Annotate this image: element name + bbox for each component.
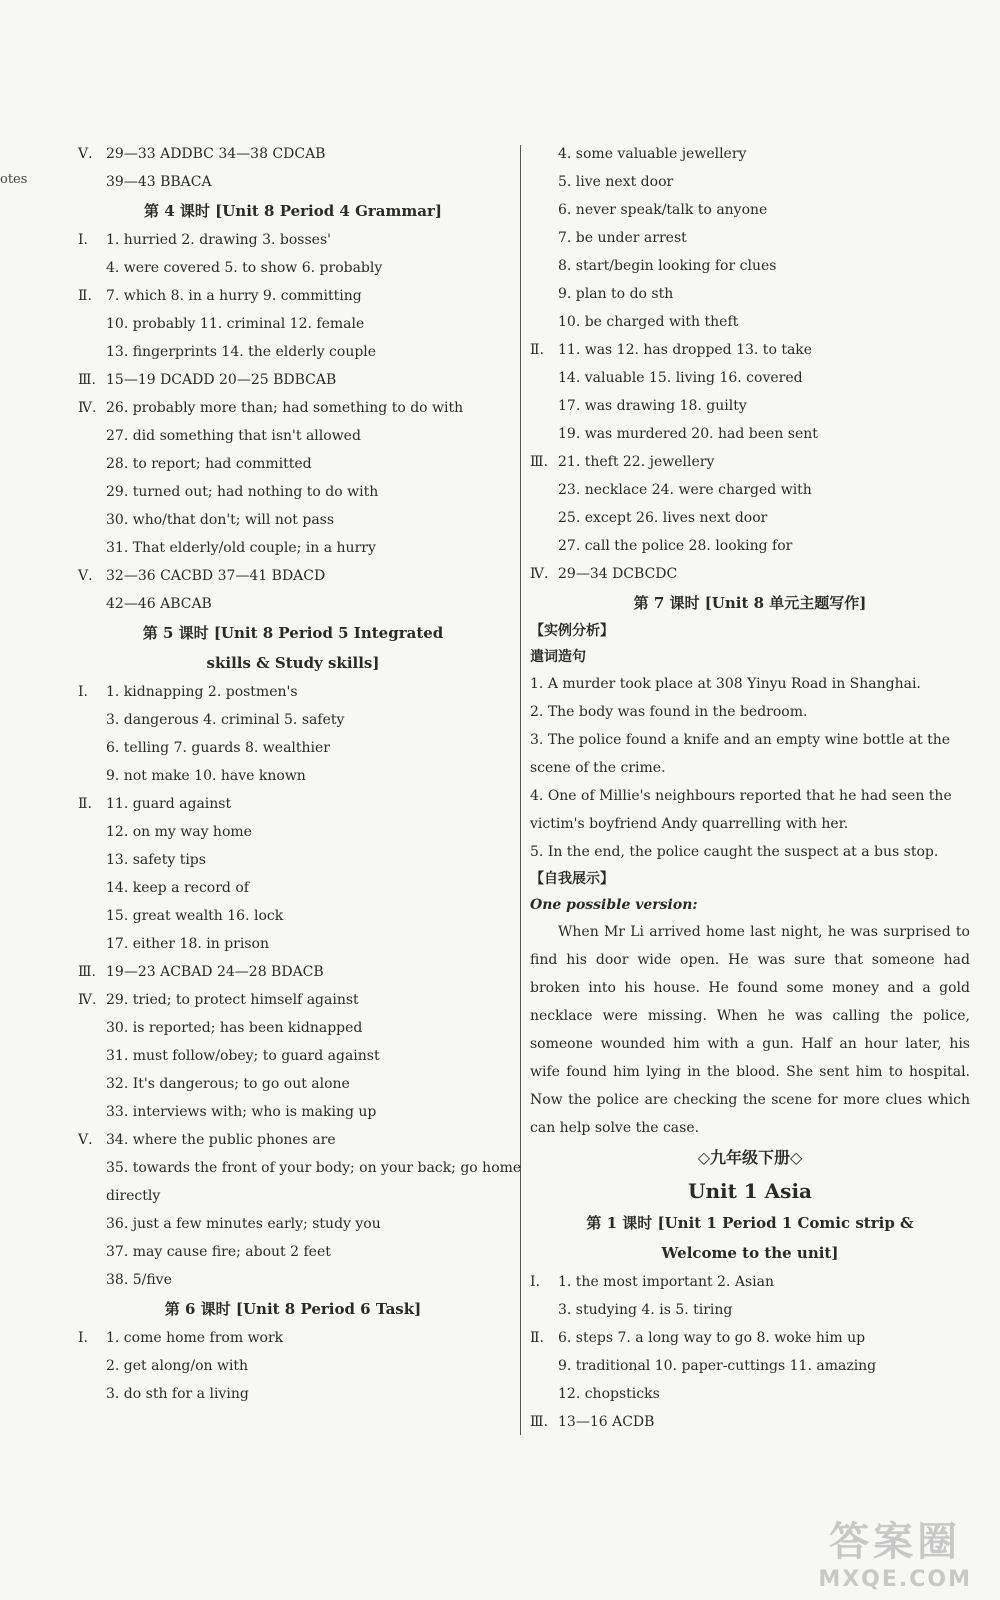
sentence-number: 2. [530,704,544,720]
answer-text: 42—46 ABCAB [106,596,212,612]
answer-line [78,1324,508,1352]
section-numeral: Ⅴ. [78,568,93,584]
answer-text: 1. the most important 2. Asian [558,1274,774,1290]
section-numeral: Ⅱ. [78,288,92,304]
answer-text: 36. just a few minutes early; study you [106,1216,381,1232]
answer-text: 28. to report; had committed [106,456,312,472]
sentence-text: The police found a knife and an empty wine bottle at the scene of the crime. [530,732,951,776]
sentence-text: A murder took place at 308 Yinyu Road in Shanghai. [547,676,921,692]
sentence-item [530,838,970,866]
answer-line [78,1266,508,1294]
margin-fragment: otes [0,172,28,187]
answer-line [78,1380,508,1408]
answer-text: 11. was 12. has dropped 13. to take [558,342,813,358]
watermark-top: 答案圈 [829,1519,962,1565]
answer-line [78,506,508,534]
answer-text: 5. live next door [558,174,674,190]
answer-text: 19—23 ACBAD 24—28 BDACB [106,964,324,980]
answer-text: 31. must follow/obey; to guard against [106,1048,380,1064]
section-numeral: Ⅴ. [78,146,93,162]
answer-text: 29—33 ADDBC 34—38 CDCAB [106,146,326,162]
sentence-number: 3. [530,732,544,748]
answer-text: 35. towards the front of your body; on your back; go home [106,1160,522,1176]
answer-text: 7. which 8. in a hurry 9. committing [106,288,362,304]
period-heading: 第 4 课时 [Unit 8 Period 4 Grammar] [144,202,442,220]
answer-text: 14. valuable 15. living 16. covered [558,370,803,386]
answer-text: 1. kidnapping 2. postmen's [106,684,298,700]
answer-line [530,168,970,196]
section-numeral: Ⅳ. [78,400,97,416]
answer-line [78,1098,508,1126]
answer-text: 31. That elderly/old couple; in a hurry [106,540,376,556]
sentence-number: 5. [530,844,544,860]
answer-text: 29. turned out; had nothing to do with [106,484,379,500]
section-numeral: Ⅰ. [530,1274,540,1290]
answer-text: 3. do sth for a living [106,1386,249,1402]
answer-text: 3. dangerous 4. criminal 5. safety [106,712,345,728]
answer-text: 12. chopsticks [558,1386,660,1402]
sentence-list [530,670,970,866]
answer-text: 37. may cause fire; about 2 feet [106,1244,331,1260]
answer-line [530,196,970,224]
answer-text: 4. were covered 5. to show 6. probably [106,260,383,276]
section-numeral: Ⅲ. [530,1414,548,1430]
answer-line [78,1352,508,1380]
sentence-text: The body was found in the bedroom. [547,704,808,720]
answer-line [78,1042,508,1070]
sentence-text: One of Millie's neighbours reported that he had seen the victim's boyfriend Andy quarrelling with her. [530,788,952,832]
sentence-number: 4. [530,788,544,804]
answer-text: 33. interviews with; who is making up [106,1104,377,1120]
answer-text: 32—36 CACBD 37—41 BDACD [106,568,326,584]
answer-text: 6. never speak/talk to anyone [558,202,768,218]
section-numeral: Ⅳ. [530,566,549,582]
answer-text: 32. It's dangerous; to go out alone [106,1076,350,1092]
answer-line [78,394,508,422]
answer-text: 17. was drawing 18. guilty [558,398,747,414]
period-heading: 第 6 课时 [Unit 8 Period 6 Task] [164,1300,422,1318]
section-numeral: Ⅰ. [78,232,88,248]
answer-line [78,168,508,196]
answer-line [78,986,508,1014]
answer-text: 30. is reported; has been kidnapped [106,1020,363,1036]
answer-text: 34. where the public phones are [106,1132,336,1148]
answer-line [78,226,508,254]
answer-line [78,1014,508,1042]
answer-line [530,280,970,308]
answer-text: 39—43 BBACA [106,174,212,190]
right-column [530,140,970,1436]
answer-line [78,366,508,394]
answer-line [78,734,508,762]
answer-line [530,224,970,252]
answer-text: 2. get along/on with [106,1358,249,1374]
answer-line [78,450,508,478]
answer-text: 13—16 ACDB [558,1414,655,1430]
answer-text: 23. necklace 24. were charged with [558,482,812,498]
sentence-text: In the end, the police caught the suspect at a bus stop. [547,844,939,860]
answer-line [78,562,508,590]
answer-text: 1. come home from work [106,1330,284,1346]
watermark-logo [818,1510,972,1592]
right-answers-top [530,140,970,618]
answer-text: 9. plan to do sth [558,286,674,302]
answer-text: 14. keep a record of [106,880,249,896]
answer-line [78,930,508,958]
left-column [78,140,522,1408]
answer-line [530,336,970,364]
answer-text: 3. studying 4. is 5. tiring [558,1302,733,1318]
section-numeral: Ⅰ. [78,684,88,700]
section-numeral: Ⅱ. [530,342,544,358]
answer-line [530,420,970,448]
answer-text: 10. probably 11. criminal 12. female [106,316,365,332]
answer-line [78,1154,522,1182]
answer-text: 27. call the police 28. looking for [558,538,793,554]
section-numeral: Ⅱ. [78,796,92,812]
answer-text: 27. did something that isn't allowed [106,428,361,444]
answer-line [78,478,508,506]
sentence-number: 1. [530,676,544,692]
answer-line [78,1238,508,1266]
answer-text: 15. great wealth 16. lock [106,908,284,924]
period-heading: 第 7 课时 [Unit 8 单元主题写作] [633,594,867,612]
period-heading-line-2: Welcome to the unit] [661,1244,839,1262]
answer-line [78,254,508,282]
answer-line [78,422,508,450]
answer-line [530,1352,970,1380]
answer-line [530,140,970,168]
answer-text: 9. not make 10. have known [106,768,306,784]
answer-line [78,338,508,366]
answer-text: 30. who/that don't; will not pass [106,512,335,528]
sentence-item [530,726,970,782]
answer-text: 4. some valuable jewellery [558,146,747,162]
answer-text: 6. telling 7. guards 8. wealthier [106,740,330,756]
answer-line [530,1296,970,1324]
answer-line [78,140,508,168]
answer-text: 15—19 DCADD 20—25 BDBCAB [106,372,337,388]
answer-text: 13. safety tips [106,852,206,868]
answer-line [78,310,508,338]
answer-text: 19. was murdered 20. had been sent [558,426,818,442]
essay [530,918,970,1142]
answer-text: 11. guard against [106,796,232,812]
answer-text: 29—34 DCBCDC [558,566,678,582]
version-label: One possible version: [530,897,698,913]
answer-line [78,1126,508,1154]
answer-line [78,762,508,790]
column-divider [520,145,521,1435]
section-analysis: 【实例分析】 [530,623,614,639]
answer-text: 13. fingerprints 14. the elderly couple [106,344,377,360]
section-numeral: Ⅰ. [78,1330,88,1346]
answer-line [530,1268,970,1296]
answer-line [78,818,508,846]
period-heading-line-1: 第 1 课时 [Unit 1 Period 1 Comic strip & [586,1214,914,1232]
answer-line [530,476,970,504]
answer-line [78,902,508,930]
answer-line [530,1380,970,1408]
answer-line [530,364,970,392]
answer-line [78,874,508,902]
section-numeral: Ⅲ. [530,454,548,470]
answer-line [78,790,508,818]
answer-text: 7. be under arrest [558,230,687,246]
section-numeral: Ⅳ. [78,992,97,1008]
book-section-title: ◇九年级下册◇ [697,1148,803,1167]
right-answers-bottom [530,1268,970,1436]
answer-line [530,1408,970,1436]
section-numeral: Ⅱ. [530,1330,544,1346]
answer-text: 26. probably more than; had something to do with [106,400,464,416]
section-numeral: Ⅲ. [78,964,96,980]
answer-text: 29. tried; to protect himself against [106,992,359,1008]
section-numeral: Ⅴ. [78,1132,93,1148]
answer-line [78,590,508,618]
answer-line [530,308,970,336]
sentence-item [530,670,970,698]
answer-text: directly [106,1188,161,1204]
section-numeral: Ⅲ. [78,372,96,388]
answer-text: 25. except 26. lives next door [558,510,768,526]
answer-line [530,252,970,280]
answer-line [78,706,508,734]
answer-text: 21. theft 22. jewellery [558,454,715,470]
section-self-show: 【自我展示】 [530,871,614,887]
answer-line [530,1324,970,1352]
answer-line [78,846,508,874]
answer-line [530,532,970,560]
answer-text: 38. 5/five [106,1272,172,1288]
period-heading: skills & Study skills] [206,654,380,672]
answer-line [78,958,508,986]
answer-text: 9. traditional 10. paper-cuttings 11. amazing [558,1358,877,1374]
answer-line [78,1210,508,1238]
answer-line [530,560,970,588]
answer-line [530,504,970,532]
answer-line [78,678,508,706]
answer-line [78,282,508,310]
answer-line [78,1182,508,1210]
unit-title: Unit 1 Asia [688,1179,812,1203]
sentence-item [530,782,970,838]
watermark-bottom: MXQE.COM [818,1567,972,1592]
answer-line [78,1070,508,1098]
period-heading: 第 5 课时 [Unit 8 Period 5 Integrated [142,624,444,642]
answer-text: 8. start/begin looking for clues [558,258,777,274]
answer-text: 1. hurried 2. drawing 3. bosses' [106,232,331,248]
section-sentences: 遣词造句 [530,649,586,665]
answer-text: 10. be charged with theft [558,314,739,330]
answer-line [530,448,970,476]
answer-text: 12. on my way home [106,824,252,840]
answer-line [530,392,970,420]
sentence-item [530,698,970,726]
essay-text: When Mr Li arrived home last night, he was surprised to find his door wide open. He was sure that someone had broken into his house. He found some money and a gold necklace were missing. When he was calling the police, someone wounded him with a gun. Half an hour later, his wife found him lying in the blood. She sent him to hospital. Now the police are checking the scene for more clues which can help solve the case. [530,924,970,1136]
answer-text: 6. steps 7. a long way to go 8. woke him up [558,1330,866,1346]
answer-line [78,534,508,562]
answer-text: 17. either 18. in prison [106,936,269,952]
